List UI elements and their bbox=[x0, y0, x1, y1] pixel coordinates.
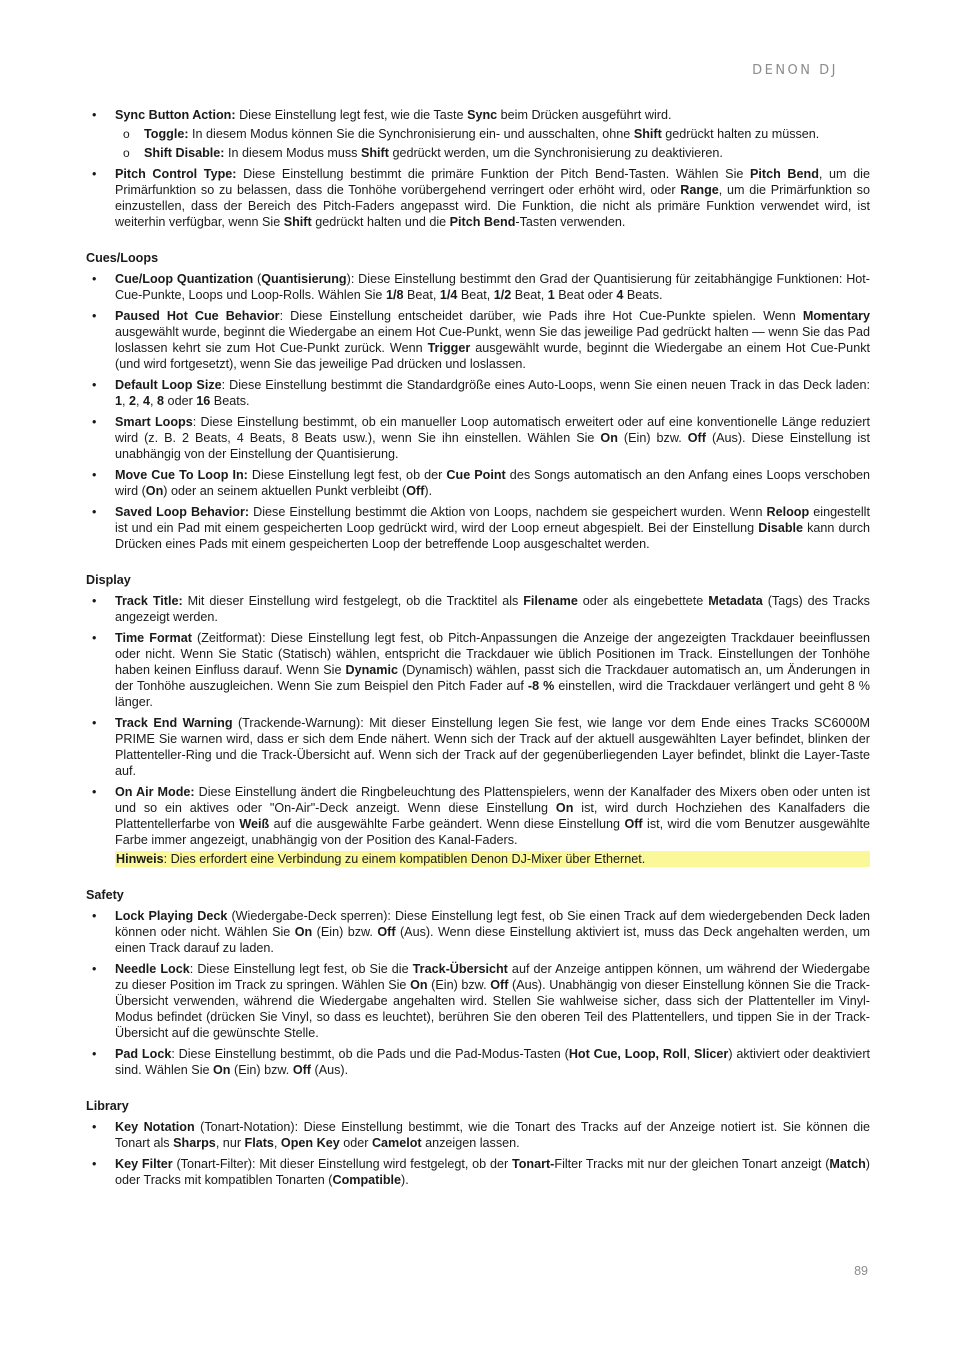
list-item-track-end-warning: • Track End Warning (Trackende-Warnung): Mit dieser Einstellung legen Sie fest, wie lange vor dem Ende eines Tracks SC6000M PRIME Sie warnen wird, dass er sich dem Ende nähert. Wenn sich der Track auf der aktuell ausgewählten Layer befindet, blinken der Plattenteller-Ring und die Track-Übersicht auf. Wenn sich der Track auf der gegenüberliegenden Layer befindet, blinkt die Layer-Taste auf. bbox=[86, 715, 870, 779]
page-content bbox=[86, 107, 870, 1193]
list-item-saved-loop-behavior: • Saved Loop Behavior: Diese Einstellung bestimmt die Aktion von Loops, nachdem sie gespeichert wurden. Wenn Reloop eingestellt ist und ein Pad mit einem gespeicherten Loop gedrückt wird, wird der Loop erneut abgespielt. Bei der Einstellung Disable kann durch Drücken eines Pads mit einem gespeicherten Loop der betreffende Loop ausgeschaltet werden. bbox=[86, 504, 870, 552]
intro-list bbox=[86, 107, 870, 230]
list-item-key-notation: • Key Notation (Tonart-Notation): Diese Einstellung bestimmt, wie die Tonart des Tracks auf der Anzeige notiert ist. Sie können die Tonart als Sharps, nur Flats, Open Key oder Camelot anzeigen lassen. bbox=[86, 1119, 870, 1151]
sublist-item-toggle: o Toggle: In diesem Modus können Sie die Synchronisierung ein- und ausschalten, ohne Shift gedrückt halten zu müssen. bbox=[115, 126, 870, 142]
section-heading-library: Library bbox=[86, 1099, 129, 1113]
section-heading-cues-loops: Cues/Loops bbox=[86, 251, 159, 265]
list-item-pad-lock: • Pad Lock: Diese Einstellung bestimmt, ob die Pads und die Pad-Modus-Tasten (Hot Cue, Loop, Roll, Slicer) aktiviert oder deaktiviert sind. Wählen Sie On (Ein) bzw. Off (Aus). bbox=[86, 1046, 870, 1078]
list-item-pitch-control-type: • Pitch Control Type: Diese Einstellung bestimmt die primäre Funktion der Pitch Bend-Tasten. Wählen Sie Pitch Bend, um die Primärfunktion so zu belassen, dass die Tonhöhe vorübergehend verringert oder erhöht wird, oder Range, um die Primärfunktion so einzustellen, dass der Bereich des Pitch-Faders angepasst wird. Die Funktion, die nicht als primäre Funktion verwendet wird, ist weiterhin verfügbar, wenn Sie Shift gedrückt halten und die Pitch Bend-Tasten verwenden. bbox=[86, 166, 870, 230]
list-item-key-filter: • Key Filter (Tonart-Filter): Mit dieser Einstellung wird festgelegt, ob der Tonart-Filter Tracks mit nur der gleichen Tonart anzeigt (Match) oder Tracks mit kompatiblen Tonarten (Compatible). bbox=[86, 1156, 870, 1188]
list-item-on-air-mode: • On Air Mode: Diese Einstellung ändert die Ringbeleuchtung des Plattenspielers, wenn der Kanalfader des Mixers oben oder unten ist und so ein aktives oder "On-Air"-Deck anzeigt. Wenn diese Einstellung On ist, wird durch Hochziehen des Kanalfaders die Plattentellerfarbe von Weiß auf die ausgewählte Farbe geändert. Wenn diese Einstellung Off ist, wird die vom Benutzer ausgewählte Farbe immer angezeigt, unabhängig von der Position des Kanal-Faders. Hinweis: Dies erfordert eine Verbindung zu einem kompatiblen Denon DJ-Mixer über Ethernet. bbox=[86, 784, 870, 867]
safety-list bbox=[86, 908, 870, 1078]
page-number: 89 bbox=[854, 1264, 868, 1278]
list-item-smart-loops: • Smart Loops: Diese Einstellung bestimmt, ob ein manueller Loop automatisch erweitert oder auf eine konventionelle Länge reduziert wird (z. B. 2 Beats, 4 Beats, 8 Beats usw.), wenn Sie ihn einstellen. Wählen Sie On (Ein) bzw. Off (Aus). Diese Einstellung ist unabhängig von der Einstellung der Quantisierung. bbox=[86, 414, 870, 462]
sublist-item-shift-disable: o Shift Disable: In diesem Modus muss Shift gedrückt werden, um die Synchronisierung zu deaktivieren. bbox=[115, 145, 870, 161]
list-item-needle-lock: • Needle Lock: Diese Einstellung legt fest, ob Sie die Track-Übersicht auf der Anzeige antippen können, um während der Wiedergabe zu dieser Position im Track zu springen. Wählen Sie On (Ein) bzw. Off (Aus). Unabhängig von dieser Einstellung können Sie die Track-Übersicht verwenden, während die Wiedergabe angehalten wird. Stellen Sie wahlweise sicher, dass sich der Plattenteller im Vinyl-Modus befindet (drücken Sie Vinyl, so dass es leuchtet), berühren Sie den oberen Teil des Plattentellers, und tippen Sie in der Track-Übersicht auf die gewünschte Stelle. bbox=[86, 961, 870, 1041]
list-item-sync-button-action: • Sync Button Action: Diese Einstellung legt fest, wie die Taste Sync beim Drücken ausgeführt wird. o Toggle: In diesem Modus können Sie die Synchronisierung ein- und ausschalten, ohne Shift gedrückt halten zu müssen. o Shift Disable: In diesem Modus muss Shift gedrückt werden, um die Synchronisierung zu deaktivieren. bbox=[86, 107, 870, 161]
library-list bbox=[86, 1119, 870, 1188]
list-item-move-cue-to-loop-in: • Move Cue To Loop In: Diese Einstellung legt fest, ob der Cue Point des Songs automatisch an den Anfang eines Loops verschoben wird (On) oder an seinem aktuellen Punkt verbleibt (Off). bbox=[86, 467, 870, 499]
note-highlight: Hinweis: Dies erfordert eine Verbindung zu einem kompatiblen Denon DJ-Mixer über Ethernet. bbox=[115, 851, 870, 867]
sync-sublist bbox=[115, 126, 870, 161]
list-item-paused-hot-cue-behavior: • Paused Hot Cue Behavior: Diese Einstellung entscheidet darüber, wie Pads ihre Hot Cue-Punkte spielen. Wenn Momentary ausgewählt wurde, beginnt die Wiedergabe an einem Hot Cue-Punkt, wenn Sie das jeweilige Pad gedrückt halten — wenn Sie das Pad loslassen kehrt sie zum Hot Cue-Punkt zurück. Wenn Trigger ausgewählt wurde, beginnt die Wiedergabe an einem Hot Cue-Punkt (und wird fortgesetzt), wenn Sie das jeweilige Pad drücken und loslassen. bbox=[86, 308, 870, 372]
display-list bbox=[86, 593, 870, 867]
brand-logo: DENON DJ bbox=[752, 63, 838, 78]
list-item-cue-loop-quantization: • Cue/Loop Quantization (Quantisierung): Diese Einstellung bestimmt den Grad der Quantisierung für zeitabhängige Funktionen: Hot-Cue-Punkte, Loops und Loop-Rolls. Wählen Sie 1/8 Beat, 1/4 Beat, 1/2 Beat, 1 Beat oder 4 Beats. bbox=[86, 271, 870, 303]
list-item-lock-playing-deck: • Lock Playing Deck (Wiedergabe-Deck sperren): Diese Einstellung legt fest, ob Sie einen Track auf dem wiedergebenden Deck laden können oder nicht. Wählen Sie On (Ein) bzw. Off (Aus). Wenn diese Einstellung aktiviert ist, muss das Deck angehalten werden, um einen Track darauf zu laden. bbox=[86, 908, 870, 956]
section-heading-display: Display bbox=[86, 573, 131, 587]
cues-loops-list bbox=[86, 271, 870, 552]
list-item-time-format: • Time Format (Zeitformat): Diese Einstellung legt fest, ob Pitch-Anpassungen die Anzeige der angezeigten Trackdauer beeinflussen oder nicht. Wenn Sie Static (Statisch) wählen, entspricht die Trackdauer wie üblich Positionen im Track. Einstellungen der Tonhöhe haben keinen Einfluss darauf. Wenn Sie Dynamic (Dynamisch) wählen, passt sich die Trackdauer automatisch an, um Änderungen in der Tonhöhe auszugleichen. Wenn Sie zum Beispiel den Pitch Fader auf -8 % einstellen, wird die Trackdauer verlängert und geht 8 % länger. bbox=[86, 630, 870, 710]
list-item-track-title: • Track Title: Mit dieser Einstellung wird festgelegt, ob die Tracktitel als Filename oder als eingebettete Metadata (Tags) des Tracks angezeigt werden. bbox=[86, 593, 870, 625]
section-heading-safety: Safety bbox=[86, 888, 124, 902]
list-item-default-loop-size: • Default Loop Size: Diese Einstellung bestimmt die Standardgröße eines Auto-Loops, wenn Sie einen neuen Track in das Deck laden: 1, 2, 4, 8 oder 16 Beats. bbox=[86, 377, 870, 409]
